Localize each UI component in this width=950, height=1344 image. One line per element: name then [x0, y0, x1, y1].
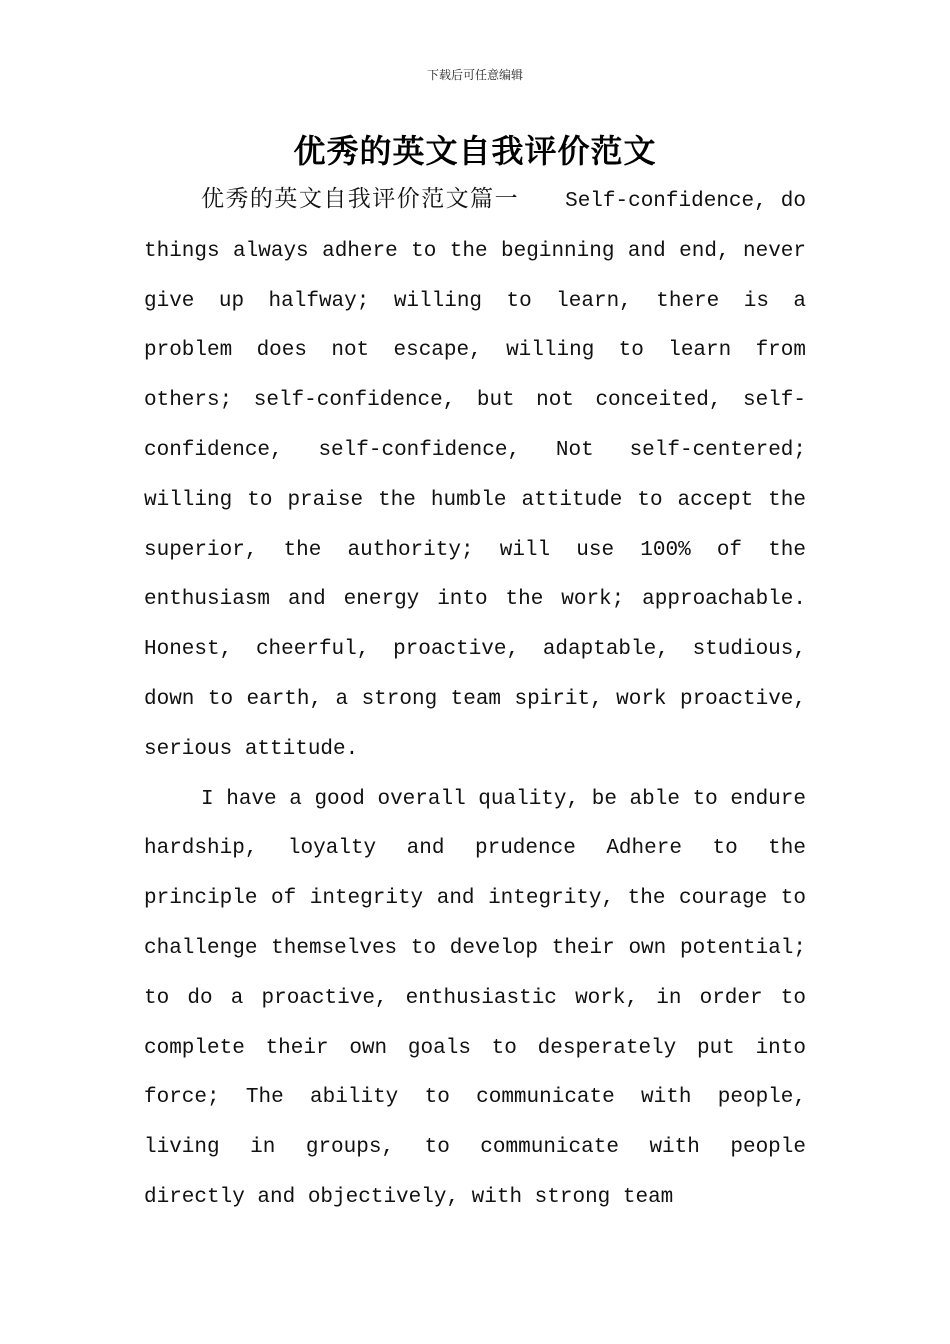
paragraph-1-text: Self-confidence, do things always adhere to the beginning and end, never give up halfway; willing to learn, there is a problem does not escape, willing to learn from others; self-confidence, but not conceited, self-confidence, self-confidence, Not self-centered; willing to praise the humble attitude to accept the superior, the authority; will use 100% of the enthusiasm and energy into the work; approachable. Honest, cheerful, proactive, adaptable, studious, down to earth, a strong team spirit, work proactive, serious attitude.: [144, 190, 807, 761]
paragraph-1: [144, 175, 806, 775]
page-title: 优秀的英文自我评价范文: [293, 132, 657, 170]
section-lead: 优秀的英文自我评价范文篇一: [201, 186, 520, 212]
paragraph-2: I have a good overall quality, be able to endure hardship, loyalty and prudence Adhere to the principle of integrity and integrity, the courage to challenge themselves to develop their own potential; to do a proactive, enthusiastic work, in order to complete their own goals to desperately put into force; The ability to communicate with people, living in groups, to communicate with people directly and objectively, with strong team: [144, 787, 806, 1209]
document-body: [144, 175, 806, 1223]
header-note: 下载后可任意编辑: [426, 68, 523, 82]
